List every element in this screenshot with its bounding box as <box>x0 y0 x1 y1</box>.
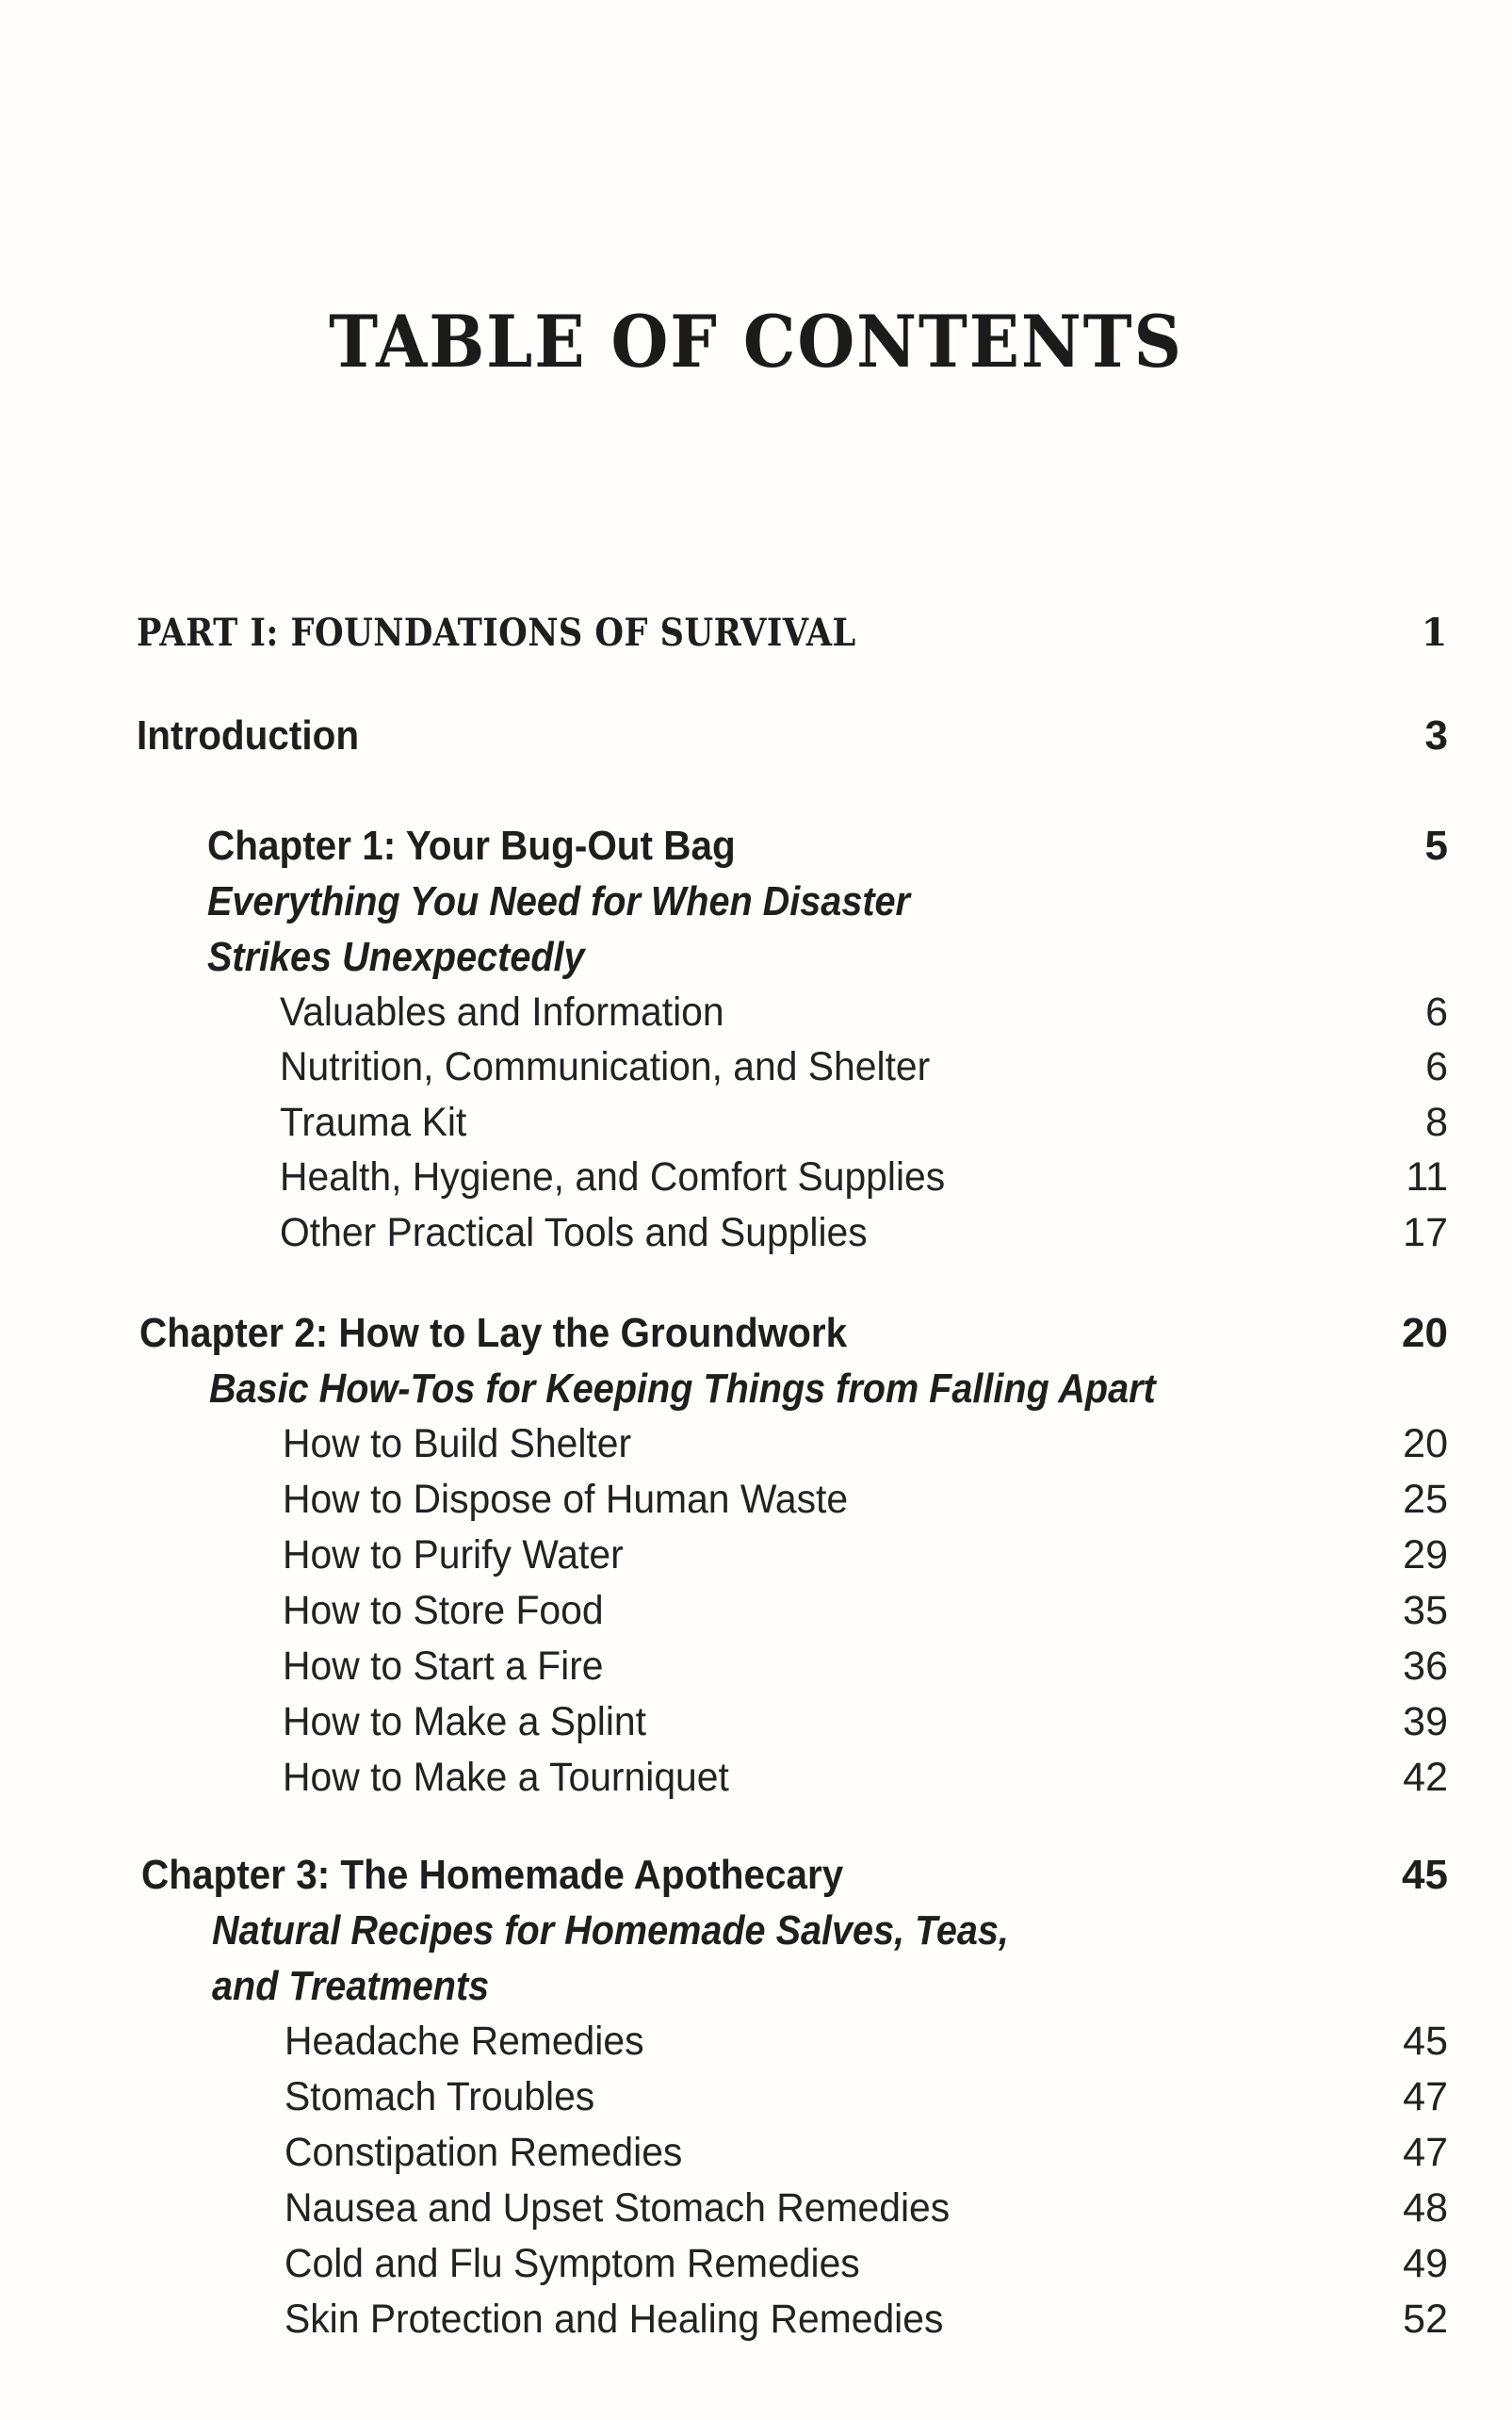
toc-item-label: Stomach Troubles <box>285 2074 595 2119</box>
toc-page-number: 45 <box>1402 1852 1448 1898</box>
toc-item[interactable] <box>0 989 1512 1044</box>
toc-item-label: Constipation Remedies <box>285 2130 683 2175</box>
chapter-title: Chapter 2: How to Lay the Groundwork <box>139 1310 848 1356</box>
toc-item-label: How to Start a Fire <box>283 1643 604 1689</box>
toc-entry-label: Introduction <box>137 712 360 759</box>
toc-page-number: 8 <box>1425 1100 1448 1145</box>
toc-item-label: Other Practical Tools and Supplies <box>280 1210 868 1255</box>
chapter-subtitle-line: Natural Recipes for Homemade Salves, Teas, <box>212 1907 1009 1954</box>
toc-item-label: How to Store Food <box>283 1588 604 1633</box>
chapter-subtitle-line: Basic How-Tos for Keeping Things from Falling Apart <box>209 1365 1156 1412</box>
toc-item[interactable] <box>0 1100 1512 1154</box>
toc-item[interactable] <box>0 2241 1512 2296</box>
toc-item[interactable] <box>0 1532 1512 1587</box>
toc-item[interactable] <box>0 1154 1512 1209</box>
toc-page-number: 45 <box>1403 2019 1448 2064</box>
toc-page-number: 49 <box>1403 2241 1448 2286</box>
toc-item-label: Headache Remedies <box>285 2019 644 2064</box>
toc-page-number: 47 <box>1403 2074 1448 2119</box>
toc-item[interactable] <box>0 1477 1512 1531</box>
toc-item-label: Cold and Flu Symptom Remedies <box>285 2241 860 2286</box>
chapter-subtitle <box>0 1963 1512 2018</box>
chapter-subtitle <box>0 934 1512 989</box>
toc-item-label: How to Build Shelter <box>283 1421 632 1466</box>
toc-item[interactable] <box>0 2130 1512 2184</box>
toc-item[interactable] <box>0 1044 1512 1099</box>
toc-item[interactable] <box>0 2185 1512 2240</box>
toc-page-number: 25 <box>1403 1477 1448 1522</box>
toc-item-label: Nutrition, Communication, and Shelter <box>280 1044 931 1089</box>
toc-entry-part-1[interactable] <box>0 611 1512 665</box>
toc-item[interactable] <box>0 1588 1512 1643</box>
toc-page-number: 39 <box>1403 1699 1448 1744</box>
toc-item[interactable] <box>0 1755 1512 1809</box>
chapter-subtitle <box>0 1365 1512 1420</box>
page-title: TABLE OF CONTENTS <box>329 300 1183 384</box>
toc-page-number: 3 <box>1424 712 1448 759</box>
toc-item[interactable] <box>0 2297 1512 2351</box>
toc-item-label: Skin Protection and Healing Remedies <box>285 2297 944 2342</box>
chapter-subtitle-line: Strikes Unexpectedly <box>207 934 585 980</box>
toc-page-number: 35 <box>1403 1588 1448 1633</box>
chapter-subtitle <box>0 878 1512 933</box>
toc-item[interactable] <box>0 1643 1512 1698</box>
chapter-subtitle-line: Everything You Need for When Disaster <box>207 878 910 924</box>
toc-page-number: 6 <box>1425 1044 1448 1089</box>
toc-page-number: 5 <box>1424 823 1448 869</box>
toc-page-number: 29 <box>1403 1532 1448 1578</box>
toc-page-number: 36 <box>1403 1643 1448 1689</box>
toc-page-number: 1 <box>1421 611 1448 655</box>
toc-item-label: How to Purify Water <box>283 1532 624 1578</box>
toc-item[interactable] <box>0 1699 1512 1754</box>
toc-entry-label: PART I: FOUNDATIONS OF SURVIVAL <box>137 611 856 655</box>
toc-page-number: 6 <box>1425 989 1448 1035</box>
toc-chapter-2[interactable] <box>0 1310 1512 1365</box>
toc-item-label: Nausea and Upset Stomach Remedies <box>285 2185 951 2231</box>
toc-item-label: How to Dispose of Human Waste <box>283 1477 849 1522</box>
toc-item-label: Valuables and Information <box>280 989 724 1035</box>
toc-item-label: How to Make a Splint <box>283 1699 646 1744</box>
toc-page-number: 17 <box>1403 1210 1448 1255</box>
toc-item[interactable] <box>0 2074 1512 2129</box>
toc-item[interactable] <box>0 2019 1512 2073</box>
toc-page-number: 20 <box>1403 1421 1448 1466</box>
chapter-subtitle-line: and Treatments <box>212 1963 490 2009</box>
toc-page-number: 47 <box>1403 2130 1448 2175</box>
toc-item-label: Trauma Kit <box>280 1100 467 1145</box>
toc-page-number: 42 <box>1403 1755 1448 1800</box>
toc-page-number: 52 <box>1403 2297 1448 2342</box>
toc-item-label: How to Make a Tourniquet <box>283 1755 729 1800</box>
toc-page-number: 20 <box>1402 1310 1448 1356</box>
toc-item-label: Health, Hygiene, and Comfort Supplies <box>280 1154 946 1200</box>
toc-entry-introduction[interactable] <box>0 712 1512 767</box>
chapter-subtitle <box>0 1907 1512 1962</box>
chapter-title: Chapter 1: Your Bug-Out Bag <box>207 823 736 869</box>
toc-chapter-3[interactable] <box>0 1852 1512 1906</box>
toc-item[interactable] <box>0 1421 1512 1476</box>
toc-page-number: 11 <box>1406 1154 1448 1200</box>
toc-chapter-1[interactable] <box>0 823 1512 877</box>
toc-item[interactable] <box>0 1210 1512 1265</box>
chapter-title: Chapter 3: The Homemade Apothecary <box>141 1852 844 1898</box>
toc-page-number: 48 <box>1403 2185 1448 2231</box>
